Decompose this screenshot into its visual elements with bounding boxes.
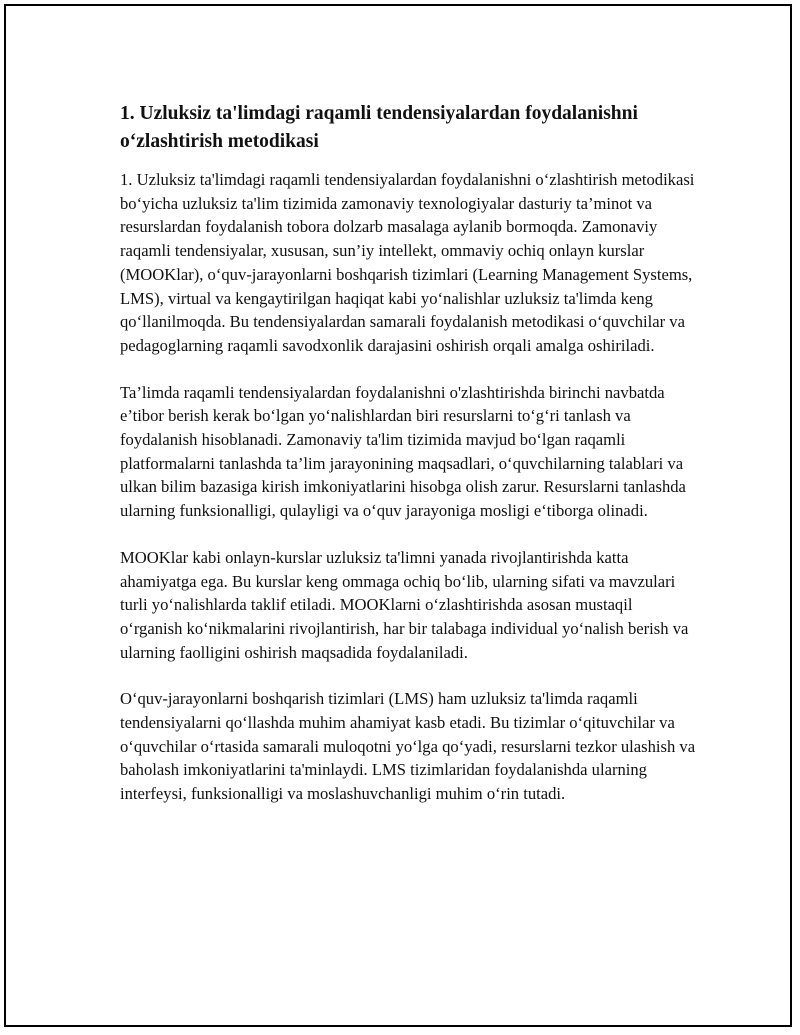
section-heading: 1. Uzluksiz ta'limdagi raqamli tendensiyalardan foydalanishni o‘zlashtirish metodikasi: [120, 103, 638, 152]
paragraph-intro: 1. Uzluksiz ta'limdagi raqamli tendensiyalardan foydalanishni o‘zlashtirish metodikasi bo‘yicha uzluksiz ta'lim tizimida zamonaviy texnologiyalar dasturiy ta’minot va resurslardan foydalanish tobora dolzarb masalaga aylanib bormoqda. Zamonaviy raqamli tendensiyalar, xususan, sun’iy intellekt, ommaviy ochiq onlayn kurslar (MOOKlar), o‘quv-jarayonlarni boshqarish tizimlari (Learning Management Systems, LMS), virtual va kengaytirilgan haqiqat kabi yo‘nalishlar uzluksiz ta'limda keng qo‘llanilmoqda. Bu tendensiyalardan samarali foydalanish metodikasi o‘quvchilar va pedagoglarning raqamli savodxonlik darajasini oshirish orqali amalga oshiriladi.: [120, 170, 695, 355]
document-page: [4, 4, 792, 1027]
document-content: [120, 100, 696, 829]
paragraph-mooc: MOOKlar kabi onlayn-kurslar uzluksiz ta'limni yanada rivojlantirishda katta ahamiyatga ega. Bu kurslar keng ommaga ochiq bo‘lib, ularning sifati va mavzulari turli yo‘nalishlarda taklif etiladi. MOOKlarni o‘zlashtirishda asosan mustaqil o‘rganish ko‘nikmalarini rivojlantirish, har bir talabaga individual yo‘nalish berish va ularning faolligini oshirish maqsadida foydalaniladi.: [120, 547, 689, 662]
paragraph-lms: O‘quv-jarayonlarni boshqarish tizimlari (LMS) ham uzluksiz ta'limda raqamli tendensiyalarni qo‘llashda muhim ahamiyat kasb etadi. Bu tizimlar o‘qituvchilar va o‘quvchilar o‘rtasida samarali muloqotni yo‘lga qo‘yadi, resurslarni tezkor ulashish va baholash imkoniyatlarini ta'minlaydi. LMS tizimlaridan foydalanishda ularning interfeysi, funksionalligi va moslashuvchanligi muhim o‘rin tutadi.: [120, 689, 696, 804]
paragraph-resource-selection: Ta’limda raqamli tendensiyalardan foydalanishni o'zlashtirishda birinchi navbatda e’tibor berish kerak bo‘lgan yo‘nalishlardan biri resurslarni to‘g‘ri tanlash va foydalanish hisoblanadi. Zamonaviy ta'lim tizimida mavjud bo‘lgan raqamli platformalarni tanlashda ta’lim jarayonining maqsadlari, o‘quvchilarning talablari va ulkan bilim bazasiga kirish imkoniyatlarini hisobga olish zarur. Resurslarni tanlashda ularning funksionalligi, qulayligi va o‘quv jarayoniga mosligi e‘tiborga olinadi.: [120, 382, 686, 521]
